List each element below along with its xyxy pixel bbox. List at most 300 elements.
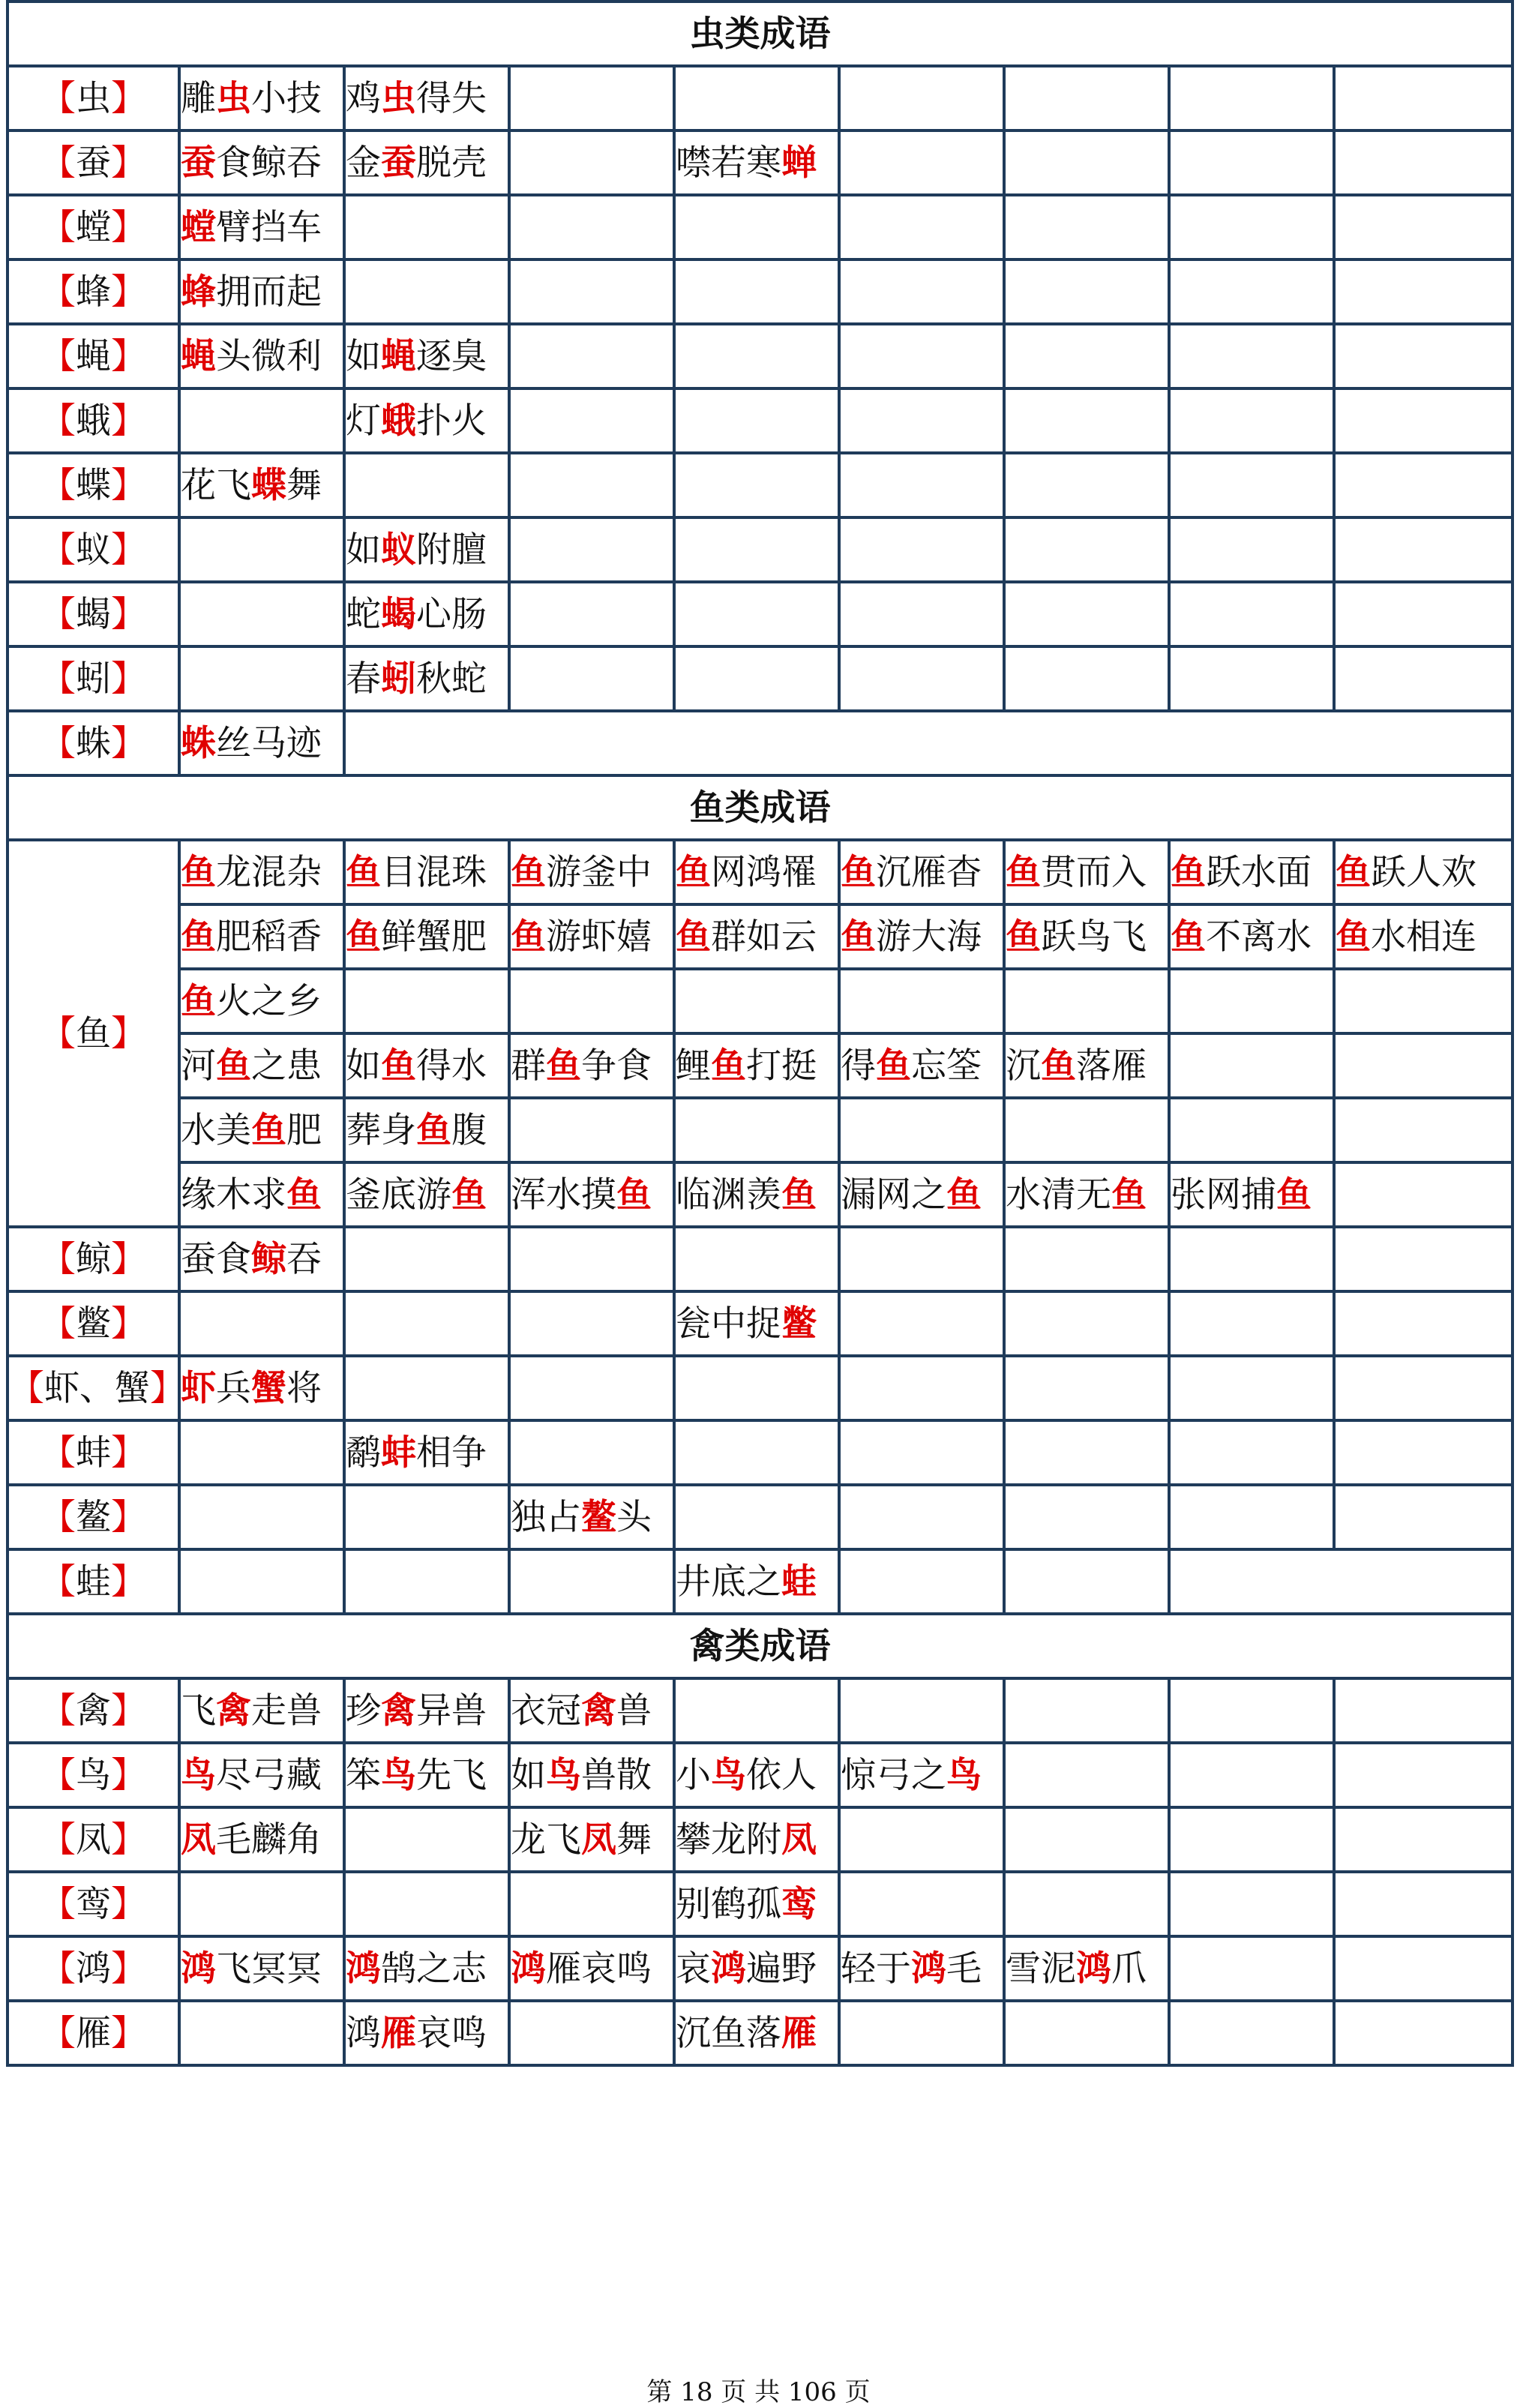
idiom-cell [1334,646,1513,711]
idiom-cell [839,646,1004,711]
idiom-cell [344,840,509,904]
idiom-text: 蚕食 [181,1238,251,1280]
idiom-cell [674,259,839,324]
table-row [7,582,1513,646]
idiom-cell [1334,1485,1513,1549]
row-label-text: 蚁 [76,529,111,571]
idiom-cell [839,1227,1004,1291]
idiom-text: 扑火 [416,400,487,442]
highlight-char: 蟹 [251,1367,286,1409]
bracket-open: 【 [40,1561,76,1603]
idiom-cell [1169,66,1334,130]
idiom-cell [1004,259,1169,324]
row-label [7,324,179,388]
highlight-char: 鳖 [781,1303,817,1345]
idiom-cell [179,388,344,453]
idiom-cell [1004,388,1169,453]
idiom-cell [839,1291,1004,1356]
idiom-text: 笨 [346,1754,381,1796]
bracket-close: 】 [111,1303,146,1345]
idiom-cell [839,517,1004,582]
row-label [7,195,179,259]
row-label-text: 虫 [76,77,111,119]
idiom-text: 釜底游 [346,1174,451,1216]
idiom-cell [1004,969,1169,1033]
idiom-text: 攀龙附 [676,1819,781,1861]
table-row [7,1291,1513,1356]
bracket-close: 】 [111,722,146,764]
idiom-cell [1334,1033,1513,1098]
idiom-text: 头微利 [216,335,322,377]
highlight-char: 鱼 [511,916,546,958]
idiom-sheet [6,0,1511,2067]
idiom-cell [509,646,674,711]
idiom-text: 轻于 [841,1948,911,1990]
idiom-text: 遍野 [746,1948,817,1990]
idiom-cell [839,1678,1004,1743]
idiom-cell [344,517,509,582]
bracket-open: 【 [40,271,76,313]
row-label-text: 鳖 [76,1303,111,1345]
idiom-cell [179,840,344,904]
idiom-cell [179,1743,344,1807]
row-label-text: 鳌 [76,1496,111,1538]
bracket-open: 【 [40,1948,76,1990]
highlight-char: 鸟 [546,1754,581,1796]
highlight-char: 鱼 [781,1174,817,1216]
highlight-char: 鱼 [286,1174,322,1216]
idiom-text: 舞 [286,464,322,506]
table-row [7,646,1513,711]
highlight-char: 蝇 [381,335,416,377]
bracket-open: 【 [40,2012,76,2054]
page-footer [0,2371,1517,2408]
highlight-char: 禽 [216,1690,251,1732]
table-row [7,453,1513,517]
highlight-char: 鱼 [616,1174,652,1216]
idiom-cell [344,1807,509,1872]
idiom-text: 将 [286,1367,322,1409]
highlight-char: 雁 [781,2012,817,2054]
idiom-cell [839,1743,1004,1807]
idiom-cell [674,1743,839,1807]
highlight-char: 鱼 [1171,851,1206,893]
row-label [7,711,179,775]
idiom-text: 肥稻香 [216,916,322,958]
idiom-cell [1334,324,1513,388]
row-label [7,388,179,453]
idiom-cell [179,1807,344,1872]
idiom-text: 丝马迹 [216,722,322,764]
idiom-text: 漏网之 [841,1174,946,1216]
idiom-cell [1004,646,1169,711]
idiom-text: 忘筌 [911,1045,982,1087]
idiom-cell [1334,2001,1513,2065]
idiom-text: 蛇 [346,593,381,635]
idiom-cell [1169,1291,1334,1356]
idiom-text: 鲜蟹肥 [381,916,487,958]
idiom-cell [509,1743,674,1807]
highlight-char: 鱼 [676,851,711,893]
idiom-cell [674,1162,839,1227]
idiom-text: 春 [346,658,381,700]
idiom-cell [1169,453,1334,517]
row-label [7,840,179,1227]
bracket-close: 】 [111,271,146,313]
bracket-open: 【 [40,529,76,571]
highlight-char: 鱼 [1041,1045,1076,1087]
bracket-close: 】 [111,593,146,635]
highlight-char: 蚕 [181,142,216,184]
bracket-open: 【 [40,1432,76,1474]
idiom-cell [674,904,839,969]
idiom-text: 跃人欢 [1371,851,1477,893]
idiom-text: 哀鸣 [416,2012,487,2054]
idiom-text: 如 [346,529,381,571]
idiom-text: 如 [346,335,381,377]
highlight-char: 鱼 [346,916,381,958]
row-label-text: 蝶 [76,464,111,506]
idiom-cell [509,453,674,517]
idiom-cell [1004,1291,1169,1356]
highlight-char: 鱼 [381,1045,416,1087]
highlight-char: 鸾 [781,1883,817,1925]
idiom-cell [1004,1936,1169,2001]
idiom-cell [509,2001,674,2065]
table-row [7,904,1513,969]
idiom-text: 鸡 [346,77,381,119]
row-label [7,1678,179,1743]
idiom-cell [179,1549,344,1614]
idiom-cell [1169,259,1334,324]
row-label [7,1549,179,1614]
highlight-char: 鱼 [181,851,216,893]
idiom-cell [509,1420,674,1485]
idiom-cell [344,1872,509,1936]
bracket-close: 】 [111,1948,146,1990]
idiom-text: 张网捕 [1171,1174,1276,1216]
row-label-text: 禽 [76,1690,111,1732]
highlight-char: 蚌 [381,1432,416,1474]
idiom-cell [839,969,1004,1033]
idiom-cell [509,517,674,582]
idiom-cell [509,1162,674,1227]
footer-middle: 页 共 [721,2377,781,2407]
idiom-text: 水相连 [1371,916,1477,958]
idiom-cell [839,324,1004,388]
table-row [7,1549,1513,1614]
idiom-cell [1169,517,1334,582]
idiom-cell [344,324,509,388]
row-label-text: 鱼 [76,1012,111,1054]
idiom-cell [179,1872,344,1936]
idiom-text: 拥而起 [216,271,322,313]
highlight-char: 鱼 [676,916,711,958]
idiom-cell [1334,388,1513,453]
idiom-cell [509,1485,674,1549]
idiom-cell [839,1033,1004,1098]
idiom-cell [1334,1356,1513,1420]
highlight-char: 蝎 [381,593,416,635]
bracket-close: 】 [111,2012,146,2054]
bracket-close: 】 [150,1367,185,1409]
idiom-cell [344,1936,509,2001]
bracket-close: 】 [111,1432,146,1474]
idiom-cell [1334,453,1513,517]
bracket-close: 】 [111,658,146,700]
idiom-text: 落雁 [1076,1045,1147,1087]
idiom-cell [1004,1485,1169,1549]
idiom-text: 爪 [1111,1948,1147,1990]
idiom-cell [674,195,839,259]
idiom-text: 臂挡车 [216,206,322,248]
idiom-cell [1334,582,1513,646]
highlight-char: 鱼 [1006,916,1041,958]
bracket-close: 】 [111,529,146,571]
bracket-close: 】 [111,1561,146,1603]
highlight-char: 凤 [781,1819,817,1861]
idiom-text: 鹬 [346,1432,381,1474]
row-label [7,1872,179,1936]
idiom-cell [674,582,839,646]
row-label [7,582,179,646]
idiom-cell [674,1420,839,1485]
idiom-text: 鲤 [676,1045,711,1087]
idiom-text: 缘木求 [181,1174,286,1216]
row-label [7,1291,179,1356]
idiom-cell [344,1356,509,1420]
table-row [7,969,1513,1033]
idiom-text: 沉雁杳 [876,851,982,893]
idiom-cell [179,969,344,1033]
idiom-cell [1169,969,1334,1033]
bracket-open: 【 [40,335,76,377]
idiom-cell [1169,388,1334,453]
idiom-cell [179,517,344,582]
bracket-close: 】 [111,1819,146,1861]
idiom-cell [1169,1807,1334,1872]
row-label [7,1356,185,1420]
bracket-open: 【 [40,722,76,764]
highlight-char: 虾 [181,1367,216,1409]
row-label-text: 蛾 [76,400,111,442]
bracket-close: 】 [111,1012,146,1054]
idiom-text: 飞冥冥 [216,1948,322,1990]
idiom-cell [1169,1420,1334,1485]
row-label [7,453,179,517]
idiom-text: 目混珠 [381,851,487,893]
idiom-cell [1334,1420,1513,1485]
table-row [7,2001,1513,2065]
idiom-text: 噤若寒 [676,142,781,184]
idiom-text: 不离水 [1206,916,1312,958]
row-label [7,517,179,582]
idiom-text: 游虾嬉 [546,916,652,958]
idiom-text: 水清无 [1006,1174,1111,1216]
idiom-cell [179,711,344,775]
idiom-text: 雕 [181,77,216,119]
row-label-text: 蝇 [76,335,111,377]
idiom-text: 打挺 [746,1045,817,1087]
idiom-cell [179,324,344,388]
idiom-cell [674,969,839,1033]
bracket-close: 】 [111,400,146,442]
idiom-cell [839,388,1004,453]
idiom-cell [1169,1678,1334,1743]
idiom-cell [674,1807,839,1872]
bracket-close: 】 [111,1690,146,1732]
idiom-cell [509,130,674,195]
row-label-text: 蚕 [76,142,111,184]
row-label-text: 虾、蟹 [44,1367,150,1409]
bracket-open: 【 [9,1367,44,1409]
idiom-cell [1004,582,1169,646]
highlight-char: 鱼 [546,1045,581,1087]
idiom-cell [509,582,674,646]
idiom-cell [1169,2001,1334,2065]
idiom-cell [1004,1420,1169,1485]
idiom-cell [179,1356,344,1420]
idiom-cell [674,130,839,195]
idiom-cell [674,1356,839,1420]
idiom-text: 葬身 [346,1109,416,1151]
idiom-cell [839,453,1004,517]
idiom-cell [509,66,674,130]
footer-total-pages: 106 [787,2377,837,2407]
highlight-char: 鸿 [346,1948,381,1990]
idiom-cell [674,1678,839,1743]
idiom-cell [1334,840,1513,904]
footer-prefix: 第 [646,2377,673,2407]
idiom-cell [344,1743,509,1807]
section-title: 鱼类成语 [7,775,1513,840]
table-row [7,130,1513,195]
highlight-char: 鱼 [841,916,876,958]
idiom-cell [839,1807,1004,1872]
idiom-text: 得失 [416,77,487,119]
idiom-cell [179,66,344,130]
row-label [7,2001,179,2065]
row-label [7,1420,179,1485]
row-label-text: 鸾 [76,1883,111,1925]
idiom-cell [674,1227,839,1291]
highlight-char: 蚕 [381,142,416,184]
idiom-cell [1334,1227,1513,1291]
idiom-text: 游大海 [876,916,982,958]
highlight-char: 鸿 [181,1948,216,1990]
idiom-cell [839,1485,1004,1549]
idiom-cell [674,388,839,453]
highlight-char: 禽 [381,1690,416,1732]
idiom-text: 得水 [416,1045,487,1087]
footer-suffix: 页 [844,2377,871,2407]
table-row [7,324,1513,388]
idiom-cell [509,324,674,388]
idiom-cell [1004,1807,1169,1872]
idiom-cell [509,1678,674,1743]
idiom-cell [674,66,839,130]
bracket-close: 】 [111,335,146,377]
table-row [7,1356,1513,1420]
idiom-cell [509,1549,674,1614]
idiom-text: 腹 [451,1109,487,1151]
idiom-cell [509,388,674,453]
idiom-cell [1004,1549,1169,1614]
highlight-char: 鸿 [711,1948,746,1990]
bracket-open: 【 [40,1303,76,1345]
idiom-cell [839,1936,1004,2001]
idiom-cell [1334,1743,1513,1807]
idiom-cell [1334,517,1513,582]
idiom-cell [509,969,674,1033]
idiom-cell [1169,1098,1334,1162]
highlight-char: 蝇 [181,335,216,377]
idiom-text: 头 [616,1496,652,1538]
idiom-text: 金 [346,142,381,184]
idiom-text: 浑水摸 [511,1174,616,1216]
bracket-open: 【 [40,400,76,442]
idiom-cell [674,840,839,904]
idiom-cell [1334,195,1513,259]
highlight-char: 蛙 [781,1561,817,1603]
idiom-cell [344,388,509,453]
idiom-cell [674,1549,839,1614]
table-row [7,711,1513,775]
row-label-text: 雁 [76,2012,111,2054]
row-label-text: 凤 [76,1819,111,1861]
bracket-open: 【 [40,1754,76,1796]
idiom-cell [674,2001,839,2065]
idiom-cell [1169,646,1334,711]
idiom-cell [1334,1098,1513,1162]
idiom-cell [1004,1098,1169,1162]
highlight-char: 鱼 [216,1045,251,1087]
highlight-char: 禽 [581,1690,616,1732]
highlight-char: 鸟 [946,1754,982,1796]
table-row [7,66,1513,130]
highlight-char: 鱼 [181,916,216,958]
idiom-cell [509,1356,674,1420]
idiom-text: 毛 [946,1948,982,1990]
bracket-close: 】 [111,1496,146,1538]
idiom-cell [839,1356,1004,1420]
idiom-cell [344,1162,509,1227]
idiom-cell [179,1678,344,1743]
table-row [7,1485,1513,1549]
bracket-close: 】 [111,464,146,506]
table-row [7,1420,1513,1485]
idiom-cell [1004,1162,1169,1227]
idiom-cell [344,582,509,646]
idiom-cell [674,517,839,582]
idiom-text: 舞 [616,1819,652,1861]
idiom-cell [1169,904,1334,969]
idiom-cell [509,1807,674,1872]
idiom-cell [344,1420,509,1485]
row-label [7,1807,179,1872]
idiom-text: 火之乡 [216,980,322,1022]
highlight-char: 鸿 [511,1948,546,1990]
table-row [7,195,1513,259]
idiom-text: 兽散 [581,1754,652,1796]
bracket-open: 【 [40,464,76,506]
idiom-table [6,0,1514,2067]
idiom-cell [509,1227,674,1291]
section-title: 虫类成语 [7,1,1513,66]
idiom-cell [179,195,344,259]
idiom-text: 先飞 [416,1754,487,1796]
idiom-text: 网鸿罹 [711,851,817,893]
